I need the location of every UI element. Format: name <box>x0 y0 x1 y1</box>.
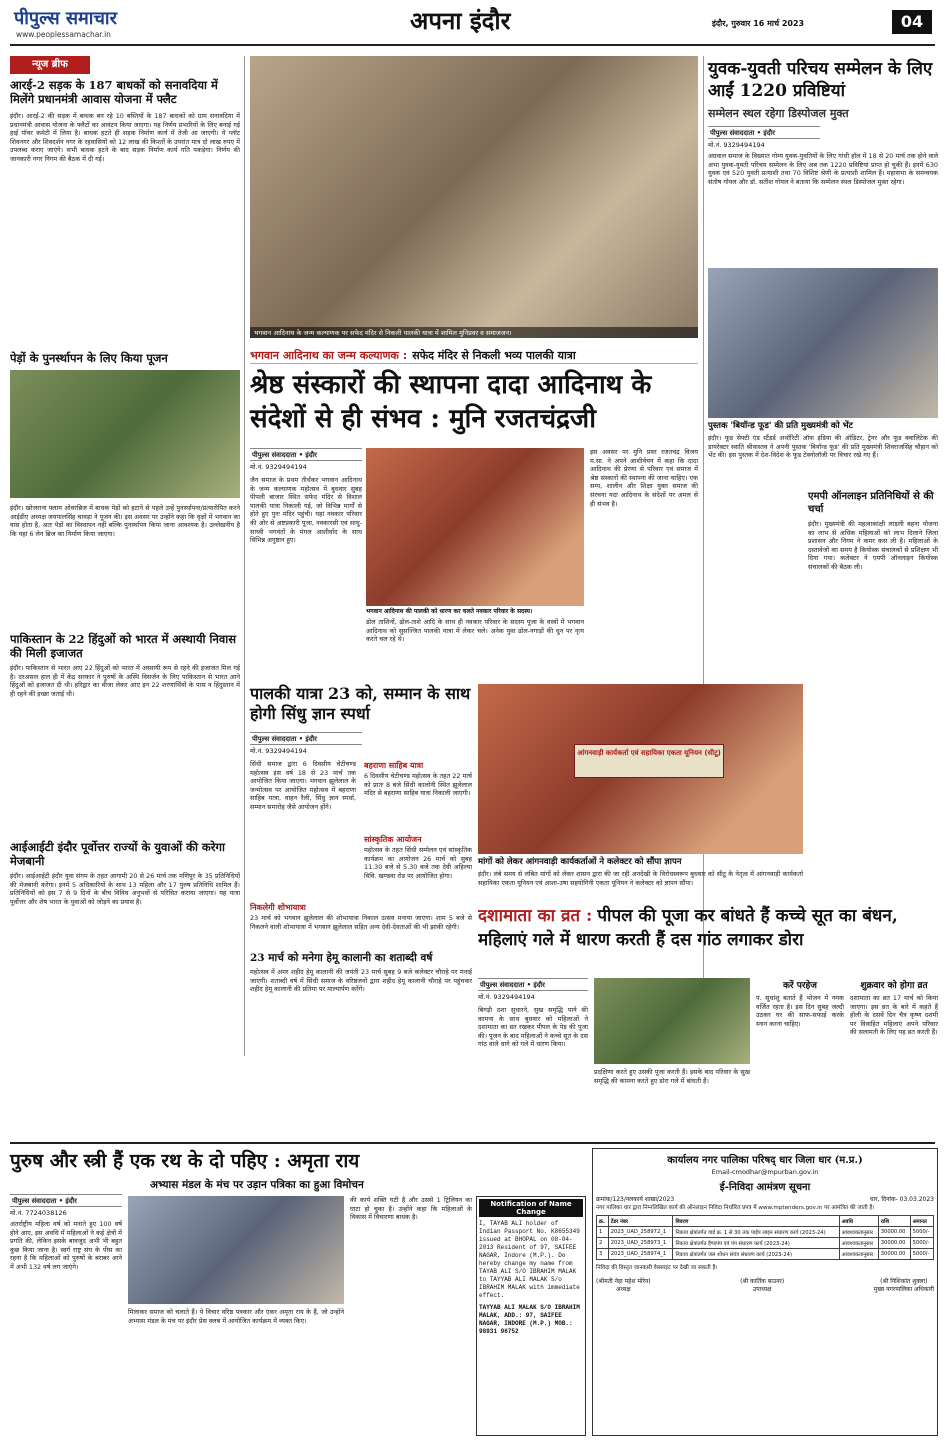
section-title: अपना इंदौर <box>410 6 511 35</box>
lead-photo <box>250 56 698 338</box>
brief-body-3: इंदौर। पाकिस्तान से भारत आए 22 हिंदुओं को भारत में अस्थायी रूप से रहने की इजाजत मिल गई है। दरअसल हाल ही में केंद्र सरकार ने पुरुषों के अस्थि विसर्जन के लिए पाकिस्तान से भारत आने हिंदुओं को इजाजत दी थी। हरिद्वार का वीजा लेकर आए इन 22 शरणार्थियों के पास न हिंदुस्तान में ही रहने की इच्छा जताई थी। <box>10 664 240 698</box>
brief-body-2: इंदौर। खोजराना फ्लाय ओवरब्रिज में बाधक पेड़ों को हटाने से पहले उन्हें पुनर्स्थापना/प्रत्यारोपित करने आईडीए अध्यक्ष जयपालसिंह चावड़ा ने पूजन की। इस अवसर पर उन्होंने कहा कि वृक्षों में भगवान का वास होता है, अतः पेड़ों का विस्थापन नहीं बल्कि पुनर्स्थापन किया जाना आवश्यक है। उल्लेखनीय है कि यहां 6 लेन ब्रिज का निर्माण किया जाएगा। <box>10 504 240 538</box>
dashamata-kicker: दशामाता का व्रत : <box>478 906 593 926</box>
brief-headline-2: पेड़ों के पुनर्स्थापन के लिए किया पूजन <box>10 351 168 365</box>
tender-column-header: अमानत <box>910 1216 933 1227</box>
amrita-rai-headline: पुरुष और स्त्री हैं एक रथ के दो पहिए : अमृता राय <box>10 1150 360 1172</box>
cm-book-body: इंदौर। फूड सेफ्टी एंड स्टैंडर्ड अथॉरिटी ऑफ इंडिया की ऑडिटर, ट्रेनर और फूड क्वालिटेक की डायरेक्टर स्वाति श्रीवास्तव ने अपनी पुस्तक 'बियॉन्ड फूड' की प्रति मुख्यमंत्री शिवराजसिंह चौहान को भेंट की। इस पुस्तक में देश-विदेश के फूड टेक्नोलॉजी पर विचार रखे गए हैं। <box>708 434 938 460</box>
sindhi-mobile: मो.नं. 9329494194 <box>250 747 307 755</box>
hemu-kalani-body: महोत्सव में अमर शहीद हेमू कालानी की जयंती 23 मार्च सुबह 9 बजे कलेक्टर चौराहे पर मनाई जाएगी। शताब्दी वर्ष में सिंधी समाज के वरिष्ठजनों द्वारा शहीद हेमू कालानी चौराहे पर पहुंचकर शहीद हेमू कालानी की प्रतिमा पर माल्यार्पण करेंगे। <box>250 968 472 994</box>
lead-mobile: मो.नं. 9329494194 <box>250 463 307 471</box>
brief-body-1: इंदौर। आरई-2 की सड़क में बाधक बन रहे 10 बस्तियों के 187 बाधकों को ग्राम सनावदिया में प्रधानमंत्री आवास योजना के फ्लैटों का आवंटन किया जाएगा। यह निर्णय प्रभारियों के लिए बनाई गई हाई पॉवर कमेटी में लिया है। बाधक हटते ही सड़क निर्माण कार्य में तेजी आ जाएगी। ये प्लॉट शिवनगर और शिवदर्शन नगर के रहवासियों को 12 लाख की किश्तों के उपरांत मात्र दो लाख रुपए में उपलब्ध कराए जाएंगे। सभी बाधक हटने के बाद सड़क निर्माण कार्य गति पकड़ेगा। निर्णय की जानकारी नगर निगम की बैठक में दी गई। <box>10 112 240 163</box>
udaan-photo <box>128 1196 344 1304</box>
lead-col-3: इस अवसर पर मुनि प्रवर रजतचंद्र विजय म.सा. ने अपने आशीर्वचन में कहा कि दादा आदिनाथ की प्रेरणा से परिवार एवं समाज में श्रेष्ठ संस्कारों की स्थापना की जाना चाहिए। एक सम्य, शालीन और शिक्षा युक्त समाज की संरचना यदा आदिनाथ के संदेशों पर अमल से ही संभव है। <box>590 448 698 508</box>
tender-column-header: क्र. <box>597 1216 609 1227</box>
column-divider-left <box>244 56 245 1056</box>
tender-cell: निकाय क्षेत्रांतर्गत वार्ड क्र. 1 से 30 तक पाईप लाइन संधारण कार्य (2023-24) <box>673 1227 839 1238</box>
peepal-puja-photo <box>594 978 750 1064</box>
tender-table <box>596 1215 934 1260</box>
sindhi-col-1: सिंधी समाज द्वारा 6 दिवसीय चेटीचण्ड महोत्सव इस वर्ष 18 से 23 मार्च तक आयोजित किया जाएगा। भगवान झूलेलाल के जन्मोत्सव पर आयोजित महोत्सव में बहराणा साहिब यात्रा, वाहन रैली, सिंधु ज्ञान स्पर्धा, सम्मान समारोह जैसे आयोजन होंगे। <box>250 760 356 811</box>
name-change-notice <box>476 1196 586 1436</box>
anganwadi-body: इंदौर। लंबे समय से लंबित मांगों को लेकर शासन द्वारा की जा रही अनदेखी के विरोधस्वरूप बुधवार को सीटू के नेतृत्व में आंगनवाड़ी कार्यकर्ता सहायिका एकता यूनियन एवं आशा-उषा सहयोगिनी एकता यूनियन ने कलेक्टर को ज्ञापन सौंपा। <box>478 870 803 887</box>
vrat-heading: शुक्रवार को होगा व्रत <box>860 981 928 991</box>
signatory-1-name: (श्रीमती नेहा महेश मोरेन) <box>596 1278 651 1285</box>
news-brief-column <box>10 56 240 1056</box>
sindhi-sub-2: सांस्कृतिक आयोजन <box>364 835 422 844</box>
news-brief-label: न्यूज ब्रीफ <box>10 56 90 74</box>
tender-ref-row <box>596 1195 934 1203</box>
tender-signatures <box>596 1277 934 1293</box>
vrat-body: दशामाता का व्रत 17 मार्च को किया जाएगा। इस व्रत के बारे में कहते हैं होली के दसवें दिन चैत्र कृष्ण दशमी पर विवाहित महिलाएं अपने परिवार की सलामती के लिए यह व्रत करती हैं। <box>850 994 938 1037</box>
tender-cell: 5000/- <box>910 1238 933 1249</box>
tender-note: निविदा की विस्तृत जानकारी वेबसाइट पर देखी जा सकती है। <box>596 1265 718 1271</box>
tender-column-header: राशि <box>878 1216 910 1227</box>
tender-cell: 30000.00 <box>878 1227 910 1238</box>
signatory-3-name: (श्री निशिकांत शुक्ला) <box>880 1278 928 1285</box>
hemu-kalani-headline: 23 मार्च को मनेगा हेमू कालानी का शताब्दी वर्ष <box>250 952 433 964</box>
tender-notice <box>592 1148 938 1436</box>
tender-intro: नगर पालिका धार द्वारा निम्नलिखित कार्य की ऑनलाइन निविदा निर्धारित प्रपत्र में www.mptenders.gov.in पर आमंत्रित की जाती है। <box>596 1205 875 1211</box>
lead-col-2: ढोल ताशिनों, ढोल-ताशे आदि के साथ ही नवकार परिवार के सदस्य पूजा के वस्त्रों में भगवान आदिनाथ को सुसज्जित पालकी यात्रा में लेकर चले। अनेक युवा ढोल-नगाड़ों की धुन पर नृत्य करते चल रहे थे। <box>366 618 584 644</box>
tender-row <box>597 1227 934 1238</box>
notice-title: Notification of Name Change <box>479 1199 583 1217</box>
tree-puja-photo <box>10 370 240 498</box>
mp-online-body: इंदौर। मुख्यमंत्री की महत्वाकांक्षी लाड़ली बहना योजना का लाभ से अधिक महिलाओं को लाभ दिलाने जिला प्रशासन और निगम ने कमर कस ली है। महिलाओं के दस्तावेजों का समय है कियोस्क संचालकों से प्रशिक्षण भी दिया गया। कलेक्टर ने एमपी ऑनलाइन कियोस्क संचालकों की बैठक ली। <box>808 520 938 571</box>
tender-cell: 30000.00 <box>878 1238 910 1249</box>
tender-row <box>597 1238 934 1249</box>
parichay-mobile: मो.नं. 9329494194 <box>708 141 765 149</box>
signatory-3 <box>874 1277 934 1293</box>
tender-cell: आवश्यकतानुसार <box>839 1249 878 1260</box>
masthead-rule <box>10 44 935 46</box>
tender-header-row <box>597 1216 934 1227</box>
tender-column-header: टेंडर नंबर <box>608 1216 673 1227</box>
bottom-rule <box>10 1142 935 1144</box>
signatory-2-name: (श्री कार्तिक बाउनर) <box>740 1278 785 1285</box>
sindhi-byline: पीपुल्स संवाददाता • इंदौर <box>250 732 362 745</box>
amrita-col-3: की कार्य शक्ति घटी है और उससे 1 ट्रिलियन का घाटा हो चुका है। उन्होंने कहा कि महिलाओं के विकास में विचारणा बाधक है। <box>350 1196 472 1222</box>
notice-body: I, TAYAB ALI holder of Indian Passport No. K8655349 issued at BHOPAL on 08-04-2013 Resident of 97, SAIFEE NAGAR, Indore (M.P.). Do hereby change my name from TAYAB ALI S/O IBRAHIM MALAK to TAYYAB ALI MALAK S/o IBRAHIM MALAK with immediate effect. <box>479 1220 580 1299</box>
newspaper-logo: पीपुल्स समाचार <box>14 8 117 29</box>
tender-cell: 2023_UAD_258973_1 <box>608 1238 673 1249</box>
amrita-col-2: मिलाकर समाज को चलाते हैं। ये विचार वरिष्ठ पत्रकार और एंकर अमृता राय के हैं, जो उन्होंने अभ्यास मंडल के मंच पर इंदौर प्रेस क्लब में आयोजित कार्यक्रम में व्यक्त किए। <box>128 1308 344 1325</box>
sindhi-col-4: 23 मार्च को भगवान झूलेलाल की शोभायात्रा निकाल उत्सव मनाया जाएगा। शाम 5 बजे से निकलने वाली शोभायात्रा में भगवान झूलेलाल सहित अन्य देवी-देवताओं की भी झांकी रहेगी। <box>250 914 472 931</box>
amrita-body: अंतर्राष्ट्रीय महिला वर्ष को मनाते हुए 100 वर्ष होने आए, इस अवधि में महिलाओं ने कई क्षेत्रों में प्रगति की, लेकिन इसके बावजूद अभी भी बहुत कुछ किया जाना है। स्वर्ग राष्ट्र संघ के पीस का रहना है कि महिलाओं को पुरुषों के बराबर आने में अभी 132 वर्ष लग जाएंगे। <box>10 1220 122 1271</box>
lead-kicker-label: भगवान आदिनाथ का जन्म कल्याणक : <box>250 349 408 362</box>
tender-cell: आवश्यकतानुसार <box>839 1238 878 1249</box>
parhej-box <box>756 978 844 1138</box>
parichay-headline: युवक-युवती परिचय सम्मेलन के लिए आईं 1220 प्रविष्टियां <box>708 59 933 101</box>
signatory-3-role: मुख्य नगरपालिका अधिकारी <box>873 1286 934 1293</box>
tender-cell: निकाय क्षेत्रांतर्गत हैण्डपंप एवं पंप संधारण कार्य (2023-24) <box>673 1238 839 1249</box>
amrita-byline: पीपुल्स संवाददाता • इंदौर <box>10 1194 122 1207</box>
parhej-body: पं. सुधांशु बताते हैं भोजन में नमक वर्जित रहता है। इस दिन सुबह जल्दी उठकर घर की साफ-सफाई करके स्नान करना चाहिए। <box>756 994 844 1028</box>
tender-email[interactable]: Email-cmodhar@mpurban.gov.in <box>711 1168 819 1176</box>
tender-cell: 1 <box>597 1227 609 1238</box>
tender-cell: 30000.00 <box>878 1249 910 1260</box>
tender-cell: आवश्यकतानुसार <box>839 1227 878 1238</box>
brief-headline-1: आरई-2 सड़क के 187 बाधकों को सनावदिया में मिलेंगे प्रधानमंत्री आवास योजना में फ्लैट <box>10 78 218 106</box>
signatory-1-role: अध्यक्ष <box>616 1286 631 1293</box>
website-link[interactable]: www.peoplessamachar.in <box>16 30 111 39</box>
tender-cell: निकाय क्षेत्रांतर्गत जल शोधन संयंत्र संधारण कार्य (2023-24) <box>673 1249 839 1260</box>
lead-kicker <box>250 344 698 364</box>
lead-photo-caption: भगवान आदिनाथ के जन्म कल्याणक पर सफेद मंदिर से निकली पालकी यात्रा में शामिल मुनिप्रवर व समाजजन। <box>250 327 698 338</box>
amrita-mobile: मो.नं. 7724038126 <box>10 1209 67 1217</box>
brief-headline-3: पाकिस्तान के 22 हिंदुओं को भारत में अस्थायी निवास की मिली इजाजत <box>10 632 237 660</box>
tender-cell: 2023_UAD_258974_1 <box>608 1249 673 1260</box>
signatory-2 <box>740 1277 784 1293</box>
tender-date: धार, दिनांक- 03.03.2023 <box>869 1196 934 1203</box>
dateline: इंदौर, गुरुवार 16 मार्च 2023 <box>712 19 805 28</box>
page-number: 04 <box>892 10 932 34</box>
lead-kicker-rest: सफेद मंदिर से निकली भव्य पालकी यात्रा <box>412 349 576 362</box>
tender-cell: 3 <box>597 1249 609 1260</box>
parhej-heading: करें परहेज <box>783 981 817 991</box>
sindhi-sub-1: बहराणा साहिब यात्रा <box>364 761 424 770</box>
tender-title: ई-निविदा आमंत्रण सूचना <box>719 1182 811 1193</box>
dashamata-headline-block <box>478 904 938 974</box>
tender-cell: 5000/- <box>910 1249 933 1260</box>
sindhi-sub-3: निकलेगी शोभायात्रा <box>250 903 306 912</box>
lead-photo-2-caption: भगवान आदिनाथ की पालकी को धारण कर चलते नवकार परिवार के सदस्य। <box>366 608 533 615</box>
tender-ref: क्रमांक/123/नलकार्य शाखा/2023 <box>596 1196 675 1203</box>
amrita-rai-subhead: अभ्यास मंडल के मंच पर उड़ान पत्रिका का हुआ विमोचन <box>150 1179 364 1191</box>
tender-cell: 5000/- <box>910 1227 933 1238</box>
anganwadi-photo <box>478 684 803 854</box>
cm-book-photo <box>708 268 938 418</box>
tender-cell: 2 <box>597 1238 609 1249</box>
brief-body-4: इंदौर। आईआईटी इंदौर युवा संगम के तहत आगामी 20 से 26 मार्च तक मणिपुर के 35 प्रतिनिधियों की मेजबानी करेगा। इनमें 5 अधिकारियों के साथ 13 महिला और 17 पुरुष प्रतिनिधि शामिल हैं। प्रतिनिधियों को इस 7 से 9 दिनों के बीच विविध अनुभवों से परिचित कराया जाएगा। यह यात्रा पूर्वोत्तर और शेष भारत के युवाओं को जोड़ने का प्रयास है। <box>10 872 240 906</box>
dashamata-byline: पीपुल्स संवाददाता • इंदौर <box>478 978 588 991</box>
parichay-subhead: सम्मेलन स्थल रहेगा डिस्पोजल मुक्त <box>708 107 849 120</box>
signatory-2-role: उपाध्यक्ष <box>753 1286 772 1293</box>
brief-headline-4: आईआईटी इंदौर पूर्वोत्तर राज्यों के युवाओं की करेगा मेजबानी <box>10 840 225 868</box>
dashamata-col-2: प्रदक्षिणा करते हुए उसकी पूजा करती हैं। इसके बाद परिवार के सुख समृद्धि की कामना करते हुए डोरा गले में बांधती हैं। <box>594 1068 750 1085</box>
cm-book-caption: पुस्तक 'बियॉन्ड फूड' की प्रति मुख्यमंत्री को भेंट <box>708 421 853 431</box>
tender-row <box>597 1249 934 1260</box>
tender-cell: 2023_UAD_258972_1 <box>608 1227 673 1238</box>
sindhi-headline: पालकी यात्रा 23 को, सम्मान के साथ होगी सिंधु ज्ञान स्पर्धा <box>250 684 471 723</box>
anganwadi-banner: आंगनवाड़ी कार्यकर्ता एवं सहायिका एकता यूनियन (सीटू) <box>574 744 724 778</box>
signatory-1 <box>596 1277 651 1293</box>
lead-photo-2 <box>366 448 584 606</box>
lead-col-1: जैन समाज के प्रथम तीर्थंकर भगवान आदिनाथ के जन्म कल्याणक महोत्सव में बुधवार सुबह पीपली बाजार स्थित सफेद मंदिर से विशाल पालकी यात्रा निकाली गई, जो विभिन्न मार्गों से होते हुए पुनः मंदिर पहुंची। यहां नवकार परिवार की ओर से अष्टप्रकारी पूजा, नवकारसी एवं साधु-साध्वी भगवंतों के मंगल आशीर्वाद के साथ विभिन्न अनुष्ठान हुए। <box>250 476 362 545</box>
dashamata-body: बिगड़ी दशा सुधारने, सुख समृद्धि पाने की कामना के साथ बुधवार को महिलाओं ने दशामाता का व्रत रखकर पीपल के पेड़ की पूजा की। पूजन के बाद महिलाओं ने कच्चे सूत के दस गांठ वाले धागे को गले में धारण किया। <box>478 1006 588 1049</box>
tender-column-header: विवरण <box>673 1216 839 1227</box>
masthead <box>0 0 945 46</box>
dashamata-mobile: मो.नं. 9329494194 <box>478 993 535 1001</box>
mp-online-headline: एमपी ऑनलाइन प्रतिनिधियों से की चर्चा <box>808 491 934 515</box>
tender-column-header: अवधि <box>839 1216 878 1227</box>
parichay-byline: पीपुल्स संवाददाता • इंदौर <box>708 126 820 139</box>
anganwadi-caption: मांगों को लेकर आंगनवाड़ी कार्यकर्ताओं ने कलेक्टर को सौंपा ज्ञापन <box>478 857 682 867</box>
dashamata-headline: पीपल की पूजा कर बांधते हैं कच्चे सूत का बंधन, महिलाएं गले में धारण करती हैं दस गांठ लगाकर डोरा <box>478 906 898 950</box>
notice-sign: TAYYAB ALI MALAK S/O IBRAHIM MALAK, ADD.: 97, SAIFEE NAGAR, INDORE (M.P.) MOB.: 98931 96752 <box>479 1304 580 1335</box>
parichay-body: अग्रवाल समाज के विख्यात गोम्य युवक-युवतियों के लिए गांधी हॉल में 18 से 20 मार्च तक होने वाले अभा युवक-युवती परिचय सम्मेलन के लिए अब तक 1220 प्रविष्टियां प्राप्त हो चुकी हैं। इनमें 630 युवक एवं 520 युवती प्रत्याशी तथा 70 विशिष्ट श्रेणी के प्रत्याशी शामिल हैं। महासभा के समन्वयक संतोष गोयल और डॉ. सतीश गोयल ने बताया कि सम्मेलन स्थल डिस्पोजल मुक्त रहेगा। <box>708 152 938 186</box>
sindhi-col-3: महोत्सव के तहत सिंधी सम्मेलन एवं सांस्कृतिक कार्यक्रम का आयोजन 26 मार्च को सुबह 11.30 बजे से 5.30 बजे तक देवी अहिल्या विवि. खण्डवा रोड पर आयोजित होगा। <box>364 846 472 880</box>
lead-headline: श्रेष्ठ संस्कारों की स्थापना दादा आदिनाथ के संदेशों से ही संभव : मुनि रजतचंद्रजी <box>250 370 652 434</box>
tender-office: कार्यालय नगर पालिका परिषद् धार जिला धार (म.प्र.) <box>667 1155 863 1166</box>
vrat-box <box>850 978 938 1138</box>
lead-byline: पीपुल्स संवाददाता • इंदौर <box>250 448 362 461</box>
sindhi-col-2: 6 दिवसीय चेटीचण्ड महोत्सव के तहत 22 मार्च को प्रातः 8 बजे सिंधी कालोनी स्थित झूलेलाल मंदिर से बहराणा साहिब यात्रा निकाली जाएगी। <box>364 772 472 798</box>
